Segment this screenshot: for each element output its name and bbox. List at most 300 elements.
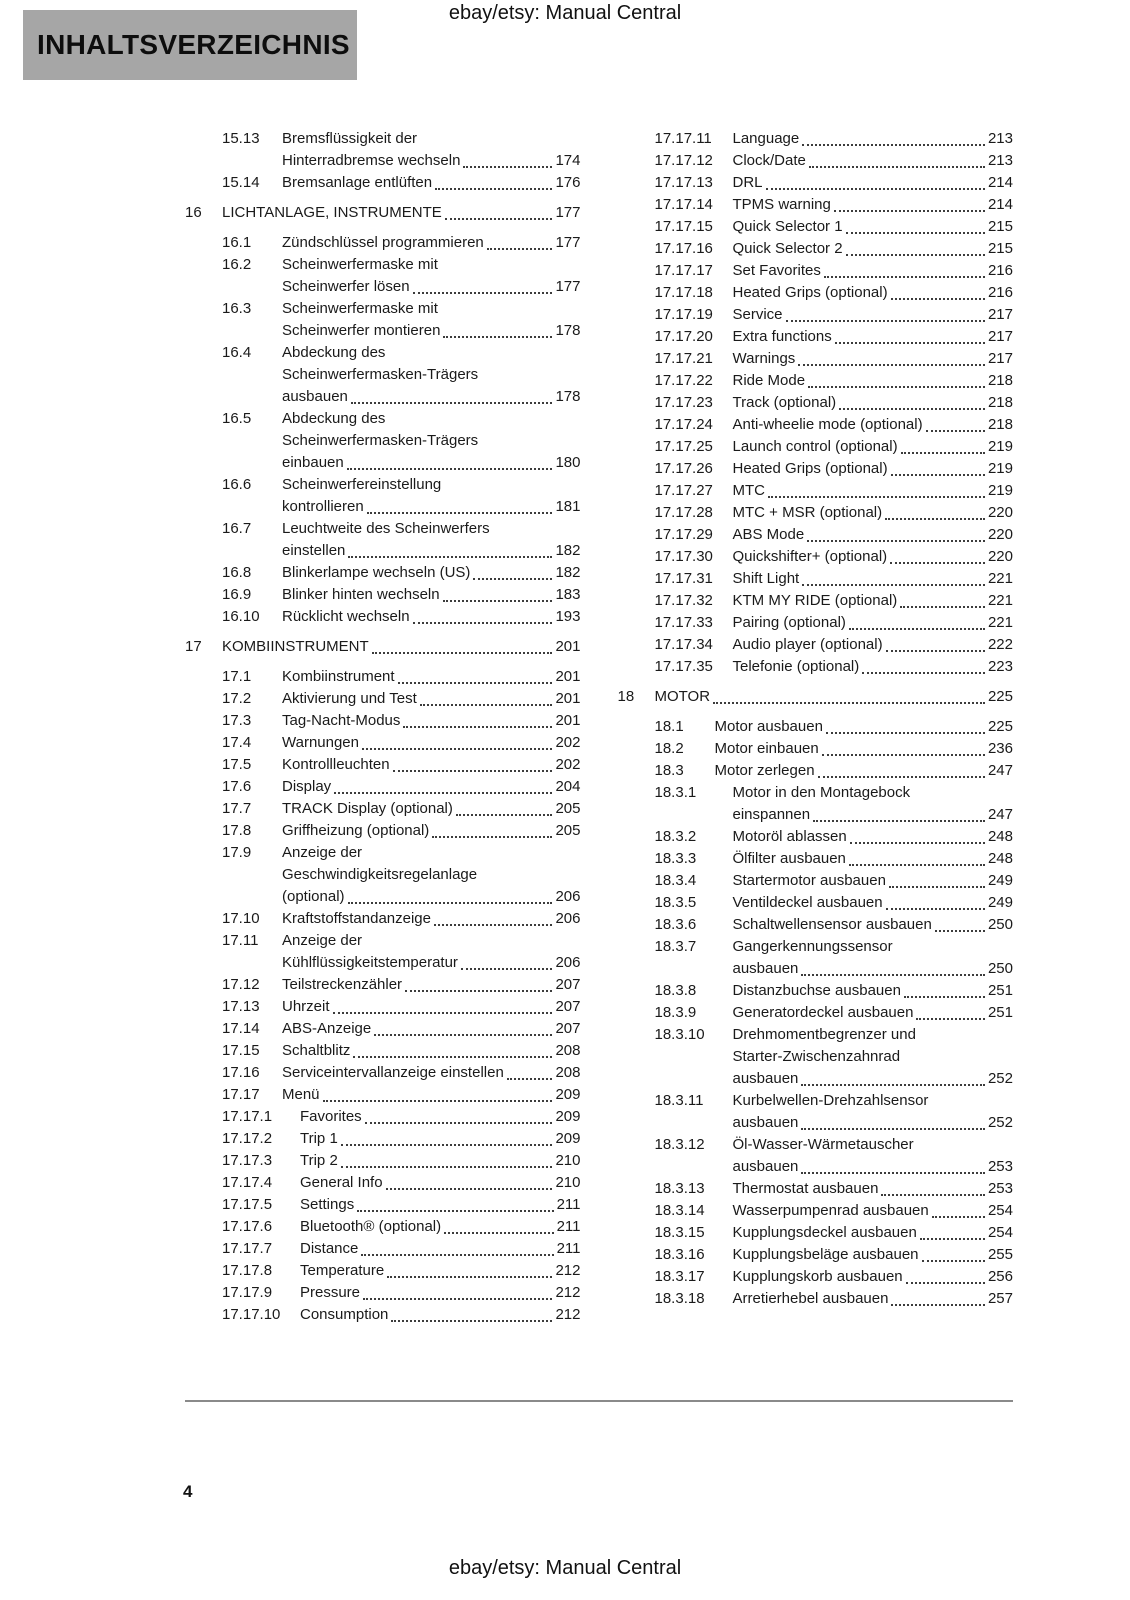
dot-leader: [323, 1100, 553, 1102]
toc-entry-page-number: 250: [987, 960, 1013, 977]
toc-entry-page-number: 202: [555, 756, 581, 773]
toc-entry: [618, 892, 1014, 914]
toc-entry-page-number: 206: [555, 888, 581, 905]
toc-entry-title-block: [733, 128, 1014, 150]
dot-leader: [507, 1078, 553, 1080]
toc-entry-title-block: [282, 666, 581, 688]
dot-leader: [456, 814, 553, 816]
dot-leader: [398, 682, 553, 684]
toc-entry-number: 17.17.21: [654, 350, 713, 367]
toc-entry: [185, 1238, 581, 1260]
toc-entry-title: Launch control (optional): [732, 438, 898, 455]
toc-entry-title-line: [733, 848, 1014, 870]
toc-entry-title: Uhrzeit: [282, 998, 330, 1015]
dot-leader: [906, 1282, 985, 1284]
toc-entry-title-line: [282, 1084, 581, 1106]
toc-entry: [618, 936, 1014, 980]
toc-entry-title-block: [733, 782, 1014, 826]
toc-entry-page-number: 178: [555, 322, 581, 339]
toc-entry-title-line: [715, 716, 1014, 738]
toc-entry: [618, 612, 1014, 634]
toc-entry-number: 16.10: [222, 608, 260, 625]
toc-entry-title: MTC + MSR (optional): [732, 504, 883, 521]
toc-entry-number: 16.1: [222, 234, 252, 251]
toc-entry: [185, 408, 581, 474]
toc-entry-page-number: 217: [987, 306, 1013, 323]
toc-entry-number: 17.17.11: [654, 130, 712, 147]
toc-entry-title: Audio player (optional): [732, 636, 883, 653]
dot-leader: [351, 402, 553, 404]
toc-entry-title-line: [282, 540, 581, 562]
toc-entry-title-line: [282, 584, 581, 606]
toc-entry-title: Pairing (optional): [732, 614, 846, 631]
toc-entry-page-number: 219: [987, 482, 1013, 499]
toc-entry-title-line: Scheinwerfereinstellung: [282, 476, 442, 493]
toc-entry-title-block: [300, 1216, 581, 1238]
toc-entry-page-number: 182: [555, 542, 581, 559]
toc-entry-title-block: [733, 524, 1014, 546]
toc-entry: [618, 304, 1014, 326]
dot-leader: [802, 584, 985, 586]
toc-entry-title-line: Öl-Wasser-Wärmetauscher: [732, 1136, 914, 1153]
toc-entry-title-line: [282, 886, 581, 908]
toc-entry-title-line: [733, 194, 1014, 216]
toc-entry-number: 17.17.16: [654, 240, 713, 257]
toc-entry-page-number: 213: [987, 152, 1013, 169]
dot-leader: [932, 1216, 985, 1218]
toc-entry-title: Scheinwerfer lösen: [282, 278, 410, 295]
toc-entry-title: MOTOR: [654, 688, 711, 705]
toc-entry-number: 18.3.9: [654, 1004, 697, 1021]
toc-entry-title-block: [282, 688, 581, 710]
dot-leader: [361, 1254, 553, 1256]
toc-entry: [618, 760, 1014, 782]
toc-entry-number: 18.3.11: [654, 1092, 704, 1109]
toc-entry-title-block: [300, 1128, 581, 1150]
toc-entry: [185, 1018, 581, 1040]
toc-entry: [185, 820, 581, 842]
toc-entry-number: 17.17.13: [654, 174, 713, 191]
toc-entry-number: 17.15: [222, 1042, 260, 1059]
toc-entry-title: einbauen: [282, 454, 344, 471]
toc-entry-page-number: 217: [987, 328, 1013, 345]
toc-entry-title-block: [282, 562, 581, 584]
dot-leader: [901, 452, 985, 454]
toc-entry-title-line: [733, 348, 1014, 370]
toc-entry-title-line: [733, 238, 1014, 260]
toc-entry-title-block: [733, 936, 1014, 980]
toc-entry-page-number: 253: [987, 1158, 1013, 1175]
toc-entry-title: Bremsanlage entlüften: [282, 174, 433, 191]
toc-entry-title-line: [282, 562, 581, 584]
toc-entry-page-number: 216: [987, 262, 1013, 279]
toc-entry: [618, 348, 1014, 370]
dot-leader: [813, 820, 985, 822]
toc-entry-number: 15.13: [222, 130, 260, 147]
toc-entry-number: 17.3: [222, 712, 252, 729]
toc-entry-title: ABS Mode: [732, 526, 805, 543]
toc-entry-title-line: [282, 1040, 581, 1062]
toc-entry: [618, 1178, 1014, 1200]
toc-entry-number: 18.3.5: [654, 894, 697, 911]
toc-entry: [618, 1200, 1014, 1222]
dot-leader: [713, 702, 985, 704]
toc-entry-page-number: 221: [987, 570, 1013, 587]
toc-entry: [185, 518, 581, 562]
toc-entry-page-number: 176: [555, 174, 581, 191]
toc-entry-title: Quick Selector 2: [732, 240, 843, 257]
toc-entry-title-line: [300, 1282, 581, 1304]
toc-entry-title-block: [282, 754, 581, 776]
toc-entry-title-block: [222, 202, 581, 224]
toc-entry-number: 17.13: [222, 998, 260, 1015]
toc-entry-page-number: 249: [987, 872, 1013, 889]
toc-entry-title-line: [733, 150, 1014, 172]
toc-entry: [185, 842, 581, 908]
toc-entry-title-block: [282, 930, 581, 974]
toc-entry-number: 17.17.23: [654, 394, 713, 411]
toc-entry-title-line: [733, 612, 1014, 634]
toc-entry-title-line: [733, 480, 1014, 502]
dot-leader: [766, 188, 985, 190]
toc-entry-page-number: 251: [987, 982, 1013, 999]
toc-entry-title: Startermotor ausbauen: [732, 872, 886, 889]
toc-entry-title-line: [715, 760, 1014, 782]
toc-entry: [618, 1266, 1014, 1288]
toc-entry-title-line: [733, 502, 1014, 524]
toc-entry: [185, 798, 581, 820]
toc-entry: [185, 1040, 581, 1062]
toc-entry-number: 17.17.24: [654, 416, 713, 433]
footer-divider: [185, 1400, 1013, 1402]
toc-entry-title-line: [300, 1150, 581, 1172]
toc-entry-title-line: Leuchtweite des Scheinwerfers: [282, 520, 490, 537]
toc-entry-title: Kontrollleuchten: [282, 756, 390, 773]
dot-leader: [348, 556, 552, 558]
toc-entry: [185, 1216, 581, 1238]
toc-entry-title-block: [655, 686, 1014, 708]
toc-entry-title-block: [733, 238, 1014, 260]
toc-entry: [185, 254, 581, 298]
toc-entry: [185, 776, 581, 798]
toc-entry-title-line: [282, 232, 581, 254]
dot-leader: [435, 188, 552, 190]
toc-entry-title: Teilstreckenzähler: [282, 976, 403, 993]
toc-entry: [618, 1002, 1014, 1024]
dot-leader: [809, 166, 985, 168]
toc-entry-page-number: 248: [987, 828, 1013, 845]
toc-entry-title-block: [733, 150, 1014, 172]
toc-entry-number: 17.17.26: [654, 460, 713, 477]
toc-entry-title-line: [282, 732, 581, 754]
toc-entry-number: 16.6: [222, 476, 252, 493]
toc-entry: [618, 568, 1014, 590]
toc-entry-number: 17.17.9: [222, 1284, 273, 1301]
toc-entry-page-number: 256: [987, 1268, 1013, 1285]
toc-entry-title-line: [282, 754, 581, 776]
dot-leader: [922, 1260, 985, 1262]
toc-entry-page-number: 209: [555, 1108, 581, 1125]
dot-leader: [393, 770, 553, 772]
toc-entry-page-number: 212: [555, 1306, 581, 1323]
toc-entry: [185, 666, 581, 688]
toc-entry-title-line: [733, 590, 1014, 612]
toc-entry-page-number: 253: [987, 1180, 1013, 1197]
toc-entry-title: Heated Grips (optional): [732, 284, 888, 301]
toc-entry-title-block: [300, 1106, 581, 1128]
toc-entry-title: Temperature: [300, 1262, 385, 1279]
toc-entry-title-line: [733, 172, 1014, 194]
toc-entry: [618, 480, 1014, 502]
toc-entry-title-block: [733, 870, 1014, 892]
toc-entry-number: 16.8: [222, 564, 252, 581]
dot-leader: [849, 628, 985, 630]
toc-entry-title: Warnings: [732, 350, 796, 367]
page-title: INHALTSVERZEICHNIS: [37, 29, 350, 60]
toc-entry-title-line: [733, 1112, 1014, 1134]
dot-leader: [348, 902, 553, 904]
toc-entry-title: Trip 1: [300, 1130, 338, 1147]
toc-entry-number: 18.3.17: [654, 1268, 705, 1285]
toc-entry-page-number: 247: [987, 762, 1013, 779]
toc-entry: [185, 298, 581, 342]
toc-entry-title-block: [733, 172, 1014, 194]
dot-leader: [846, 232, 985, 234]
toc-entry-title-line: [282, 276, 581, 298]
toc-entry-title-block: [300, 1194, 581, 1216]
toc-entry-title-block: [715, 760, 1014, 782]
toc-entry-title-block: [282, 584, 581, 606]
toc-entry-title-line: [300, 1216, 581, 1238]
dot-leader: [374, 1034, 552, 1036]
toc-entry-page-number: 225: [987, 718, 1013, 735]
toc-entry-title-line: Abdeckung des: [282, 344, 386, 361]
dot-leader: [801, 974, 985, 976]
toc-entry-title-block: [733, 436, 1014, 458]
toc-entry-page-number: 207: [555, 976, 581, 993]
toc-entry-title: Rücklicht wechseln: [282, 608, 410, 625]
toc-entry: [618, 634, 1014, 656]
toc-entry-title-block: [733, 590, 1014, 612]
toc-entry-title-block: [282, 1062, 581, 1084]
dot-leader: [444, 1232, 553, 1234]
toc-entry-title-block: [300, 1150, 581, 1172]
dot-leader: [391, 1320, 552, 1322]
toc-entry-title: (optional): [282, 888, 345, 905]
toc-entry-title-line: [300, 1194, 581, 1216]
dot-leader: [768, 496, 985, 498]
toc-entry: [618, 590, 1014, 612]
toc-entry-number: 18.3: [654, 762, 684, 779]
toc-entry-number: 17: [185, 638, 202, 655]
toc-entry-page-number: 250: [987, 916, 1013, 933]
toc-entry-number: 17.17.33: [654, 614, 713, 631]
toc-entry-title-block: [282, 254, 581, 298]
dot-leader: [807, 540, 985, 542]
toc-entry-title: Telefonie (optional): [732, 658, 860, 675]
toc-entry-number: 17.17.30: [654, 548, 713, 565]
toc-entry-title-line: [733, 304, 1014, 326]
dot-leader: [926, 430, 985, 432]
toc-entry-number: 18.3.8: [654, 982, 697, 999]
toc-entry-title-block: [733, 980, 1014, 1002]
dot-leader: [862, 672, 985, 674]
toc-entry-title: General Info: [300, 1174, 383, 1191]
toc-entry-title: Griffheizung (optional): [282, 822, 430, 839]
toc-entry-title: einstellen: [282, 542, 346, 559]
toc-entry-title-block: [733, 304, 1014, 326]
toc-entry-title-block: [733, 1200, 1014, 1222]
toc-entry-title-block: [733, 1178, 1014, 1200]
dot-leader: [801, 1172, 985, 1174]
toc-entry-title: Distanzbuchse ausbauen: [732, 982, 901, 999]
toc-entry-title-block: [300, 1282, 581, 1304]
toc-entry-title-line: [733, 804, 1014, 826]
toc-entry-title-line: [733, 458, 1014, 480]
toc-entry: [618, 260, 1014, 282]
toc-entry: [618, 546, 1014, 568]
dot-leader: [822, 754, 985, 756]
toc-entry: [618, 370, 1014, 392]
toc-entry-page-number: 177: [555, 234, 581, 251]
toc-entry-title: Extra functions: [732, 328, 832, 345]
toc-entry-title-line: [733, 1200, 1014, 1222]
toc-entry-title: ausbauen: [732, 1158, 799, 1175]
toc-entry-title-block: [733, 326, 1014, 348]
toc-entry-page-number: 254: [987, 1224, 1013, 1241]
toc-entry-title-block: [300, 1238, 581, 1260]
toc-entry: [618, 716, 1014, 738]
toc-entry-title-block: [733, 458, 1014, 480]
dot-leader: [334, 792, 552, 794]
dot-leader: [333, 1012, 553, 1014]
dot-leader: [849, 864, 985, 866]
toc-entry-title-line: [733, 914, 1014, 936]
dot-leader: [487, 248, 553, 250]
dot-leader: [886, 650, 985, 652]
dot-leader: [881, 1194, 985, 1196]
toc-entry-title-line: [300, 1172, 581, 1194]
toc-entry-page-number: 183: [555, 586, 581, 603]
toc-entry: [185, 562, 581, 584]
toc-entry-title: Thermostat ausbauen: [732, 1180, 879, 1197]
toc-entry-title: Scheinwerfer montieren: [282, 322, 441, 339]
toc-entry-title: Motoröl ablassen: [732, 828, 847, 845]
toc-entry-title-block: [733, 1266, 1014, 1288]
toc-entry-title-line: [733, 392, 1014, 414]
toc-entry-title-line: [222, 636, 581, 658]
toc-entry-title-block: [282, 298, 581, 342]
toc-entry-title: Blinkerlampe wechseln (US): [282, 564, 471, 581]
toc-entry-title-line: [282, 974, 581, 996]
toc-entry-title: Hinterradbremse wechseln: [282, 152, 461, 169]
toc-entry-title-line: Anzeige der: [282, 844, 363, 861]
toc-entry-title-block: [282, 908, 581, 930]
toc-entry-page-number: 177: [555, 278, 581, 295]
toc-entry-page-number: 209: [555, 1130, 581, 1147]
toc-entry-title-line: Gangerkennungssensor: [732, 938, 893, 955]
toc-entry-number: 17.17.25: [654, 438, 713, 455]
toc-entry-title-block: [300, 1304, 581, 1326]
toc-entry-title-block: [733, 1222, 1014, 1244]
toc-entry-title-line: [733, 436, 1014, 458]
toc-entry-title-line: [733, 1068, 1014, 1090]
toc-entry: [185, 1282, 581, 1304]
toc-entry: [618, 782, 1014, 826]
toc-entry-number: 17.17.8: [222, 1262, 273, 1279]
toc-entry-title-block: [282, 232, 581, 254]
toc-entry-title-line: [282, 798, 581, 820]
toc-entry-page-number: 219: [987, 438, 1013, 455]
toc-entry-title-line: [733, 282, 1014, 304]
toc-entry-title-block: [282, 842, 581, 908]
toc-entry-number: 17.6: [222, 778, 252, 795]
toc-entry-title: einspannen: [732, 806, 811, 823]
toc-entry-page-number: 220: [987, 548, 1013, 565]
toc-entry-title-line: [282, 320, 581, 342]
dot-leader: [808, 386, 985, 388]
toc-entry-title-line: [733, 370, 1014, 392]
toc-entry-title: Bluetooth® (optional): [300, 1218, 442, 1235]
toc-entry-page-number: 209: [555, 1086, 581, 1103]
toc-entry-page-number: 206: [555, 910, 581, 927]
toc-entry-page-number: 204: [555, 778, 581, 795]
dot-leader: [885, 518, 985, 520]
toc-entry: [185, 1084, 581, 1106]
toc-entry: [185, 688, 581, 710]
toc-entry-number: 17.14: [222, 1020, 260, 1037]
toc-entry-title-block: [733, 892, 1014, 914]
dot-leader: [835, 342, 985, 344]
toc-entry-number: 17.8: [222, 822, 252, 839]
dot-leader: [850, 842, 985, 844]
toc-entry-title: Language: [732, 130, 800, 147]
toc-entry: [618, 1244, 1014, 1266]
toc-entry-title-line: Motor in den Montagebock: [732, 784, 911, 801]
toc-entry-number: 17.2: [222, 690, 252, 707]
toc-entry-title: kontrollieren: [282, 498, 364, 515]
toc-entry: [618, 656, 1014, 678]
toc-entry-title: Quick Selector 1: [732, 218, 843, 235]
toc-entry-page-number: 207: [555, 998, 581, 1015]
dot-leader: [443, 336, 552, 338]
dot-leader: [365, 1122, 553, 1124]
toc-entry-title-line: [282, 1062, 581, 1084]
toc-entry-page-number: 251: [987, 1004, 1013, 1021]
toc-entry-title-line: Starter-Zwischenzahnrad: [732, 1048, 901, 1065]
toc-entry-page-number: 182: [555, 564, 581, 581]
toc-entry-number: 17.11: [222, 932, 259, 949]
toc-entry-title-block: [733, 612, 1014, 634]
toc-entry: [618, 686, 1014, 708]
toc-entry-title-line: [222, 202, 581, 224]
toc-entry-title-block: [300, 1172, 581, 1194]
toc-entry-title-block: [733, 480, 1014, 502]
toc-entry-number: 17.1: [222, 668, 252, 685]
toc-entry-page-number: 207: [555, 1020, 581, 1037]
toc-entry-title: Kraftstoffstandanzeige: [282, 910, 431, 927]
toc-entry-page-number: 208: [555, 1064, 581, 1081]
toc-entry-title: Kupplungskorb ausbauen: [732, 1268, 903, 1285]
toc-entry-title-block: [715, 738, 1014, 760]
toc-entry-title: Consumption: [300, 1306, 389, 1323]
toc-entry: [185, 732, 581, 754]
toc-entry-number: 18.3.12: [654, 1136, 705, 1153]
toc-entry-title: Quickshifter+ (optional): [732, 548, 888, 565]
toc-entry-title-block: [733, 1090, 1014, 1134]
dot-leader: [463, 166, 552, 168]
dot-leader: [891, 298, 985, 300]
